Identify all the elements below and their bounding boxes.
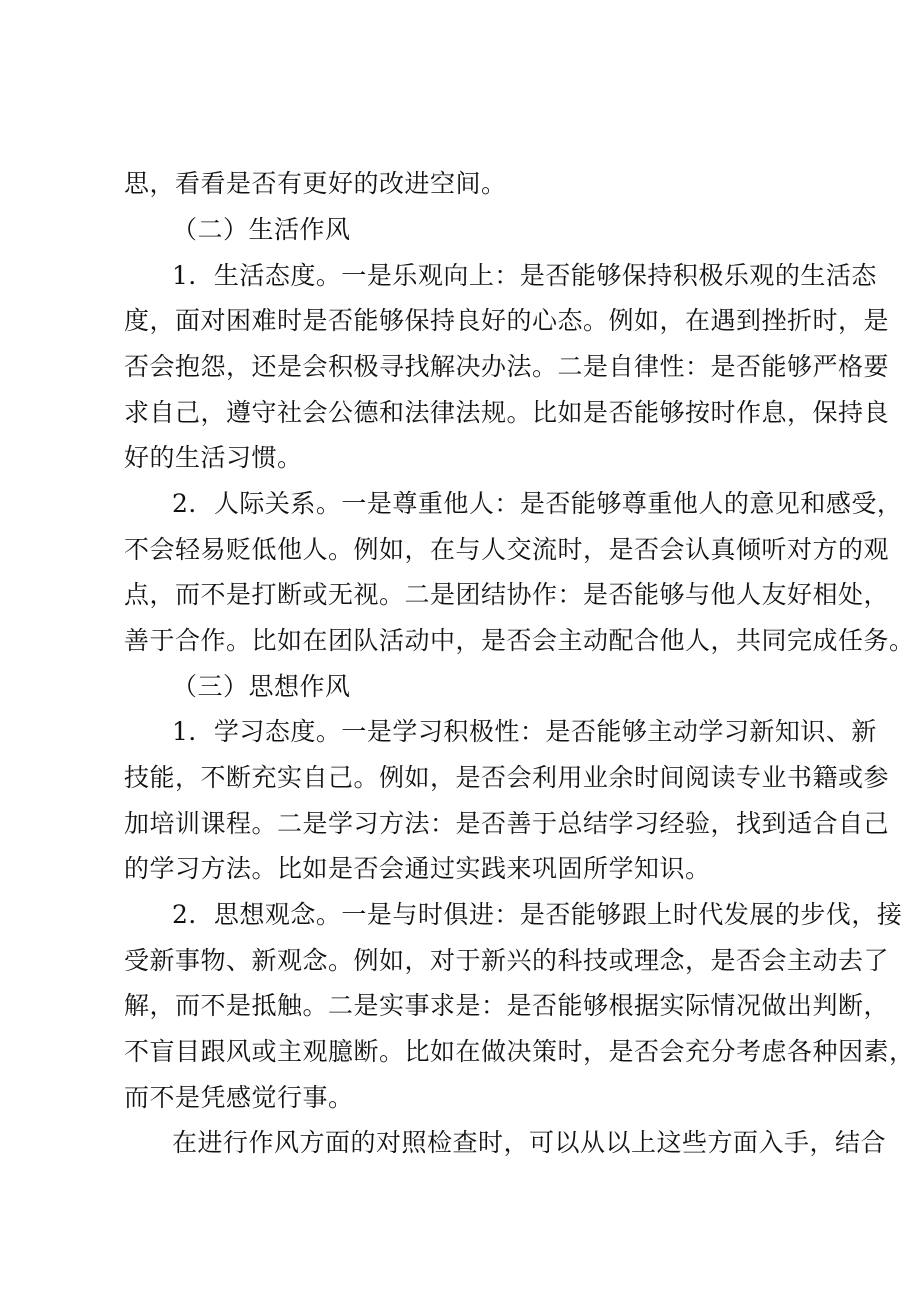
- paragraph-line: 1．学习态度。一是学习积极性：是否能够主动学习新知识、新: [172, 717, 877, 746]
- paragraph-line: 思，看看是否有更好的改进空间。: [124, 169, 507, 198]
- paragraph-line: 解，而不是抵触。二是实事求是：是否能够根据实际情况做出判断，: [124, 991, 890, 1020]
- section-heading-thinking: （三）思想作风: [172, 672, 351, 701]
- paragraph-line: 善于合作。比如在团队活动中，是否会主动配合他人，共同完成任务。: [124, 626, 915, 655]
- section-heading-lifestyle: （二）生活作风: [172, 215, 351, 244]
- paragraph-line: 求自己，遵守社会公德和法律法规。比如是否能够按时作息，保持良: [124, 398, 890, 427]
- paragraph-line: 受新事物、新观念。例如，对于新兴的科技或理念，是否会主动去了: [124, 946, 890, 975]
- paragraph-line: 加培训课程。二是学习方法：是否善于总结学习经验，找到适合自己: [124, 809, 890, 838]
- paragraph-line: 度，面对困难时是否能够保持良好的心态。例如，在遇到挫折时，是: [124, 306, 890, 335]
- paragraph-line: 在进行作风方面的对照检查时，可以从以上这些方面入手，结合: [172, 1128, 887, 1157]
- paragraph-line: 1．生活态度。一是乐观向上：是否能够保持积极乐观的生活态: [172, 261, 877, 290]
- paragraph-line: 技能，不断充实自己。例如，是否会利用业余时间阅读专业书籍或参: [124, 763, 890, 792]
- paragraph-line: 好的生活习惯。: [124, 443, 303, 472]
- paragraph-line: 2．人际关系。一是尊重他人：是否能够尊重他人的意见和感受，: [172, 489, 903, 518]
- paragraph-line: 的学习方法。比如是否会通过实践来巩固所学知识。: [124, 854, 711, 883]
- paragraph-line: 不盲目跟风或主观臆断。比如在做决策时，是否会充分考虑各种因素，: [124, 1037, 915, 1066]
- paragraph-line: 而不是凭感觉行事。: [124, 1083, 354, 1112]
- paragraph-line: 2．思想观念。一是与时俱进：是否能够跟上时代发展的步伐，接: [172, 900, 903, 929]
- paragraph-line: 否会抱怨，还是会积极寻找解决办法。二是自律性：是否能够严格要: [124, 352, 890, 381]
- paragraph-line: 不会轻易贬低他人。例如，在与人交流时，是否会认真倾听对方的观: [124, 535, 890, 564]
- paragraph-line: 点，而不是打断或无视。二是团结协作：是否能够与他人友好相处，: [124, 580, 890, 609]
